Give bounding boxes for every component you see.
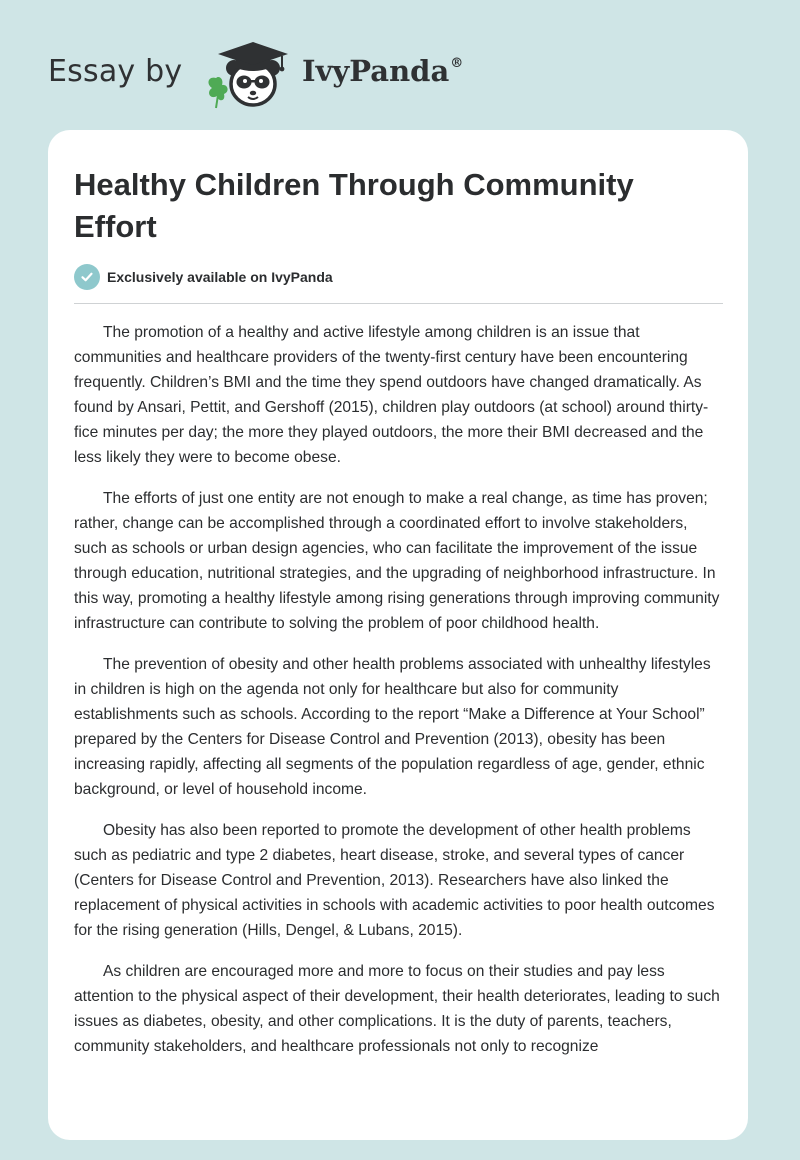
title-divider [74, 303, 723, 304]
panda-graduate-logo-icon[interactable] [202, 38, 294, 110]
exclusive-label: Exclusively available on IvyPanda [107, 269, 333, 285]
paragraph: Obesity has also been reported to promote the development of other health problems such as pediatric and type 2 diabetes, heart disease, stroke, and several types of cancer (Centers for Disease Control and Prevention, 2013). Researchers have also linked the replacement of physical activities in schools with academic activities to poor health outcomes for the rising generation (Hills, Dengel, & Lubans, 2015). [74, 822, 715, 939]
essay-by-label: Essay by [48, 54, 183, 89]
paragraph: The promotion of a healthy and active lifestyle among children is an issue that communities and healthcare providers of the twenty-first century have been encountering frequently. Children’s BMI and the time they spend outdoors have changed dramatically. As found by Ansari, Pettit, and Gershoff (2015), children play outdoors (at school) around thirty-fice minutes per day; the more they played outdoors, the more their BMI decreased and the less likely they were to become obese. [74, 324, 709, 466]
site-header [48, 38, 508, 112]
paragraph: The efforts of just one entity are not enough to make a real change, as time has proven; rather, change can be accomplished through a coordinated effort to involve stakeholders, such as schools or urban design agencies, who can facilitate the improvement of the issue through education, nutritional strategies, and the upgrading of neighborhood infrastructure. In this way, promoting a healthy lifestyle among rising generations through improving community infrastructure can contribute to solving the problem of poor childhood health. [74, 490, 720, 632]
checkmark-icon [74, 264, 100, 290]
essay-card [48, 130, 748, 1140]
paragraph: The prevention of obesity and other health problems associated with unhealthy lifestyles in children is high on the agenda not only for healthcare but also for community establishments such as schools. According to the report “Make a Difference at Your School” prepared by the Centers for Disease Control and Prevention (2013), obesity has been increasing rapidly, affecting all segments of the population regardless of age, gender, ethnic background, or level of household income. [74, 656, 711, 798]
essay-body [74, 320, 724, 1075]
essay-title: Healthy Children Through Community Effort [74, 167, 634, 244]
exclusive-badge [74, 264, 333, 290]
brand-wordmark[interactable] [302, 54, 463, 88]
registered-mark: ® [450, 56, 464, 71]
paragraph: As children are encouraged more and more to focus on their studies and pay less attention to the physical aspect of their development, their health deteriorates, leading to such issues as diabetes, obesity, and other complications. It is the duty of parents, teachers, community stakeholders, and healthcare professionals not only to recognize [74, 963, 720, 1055]
brand-name: IvyPanda [302, 54, 450, 88]
